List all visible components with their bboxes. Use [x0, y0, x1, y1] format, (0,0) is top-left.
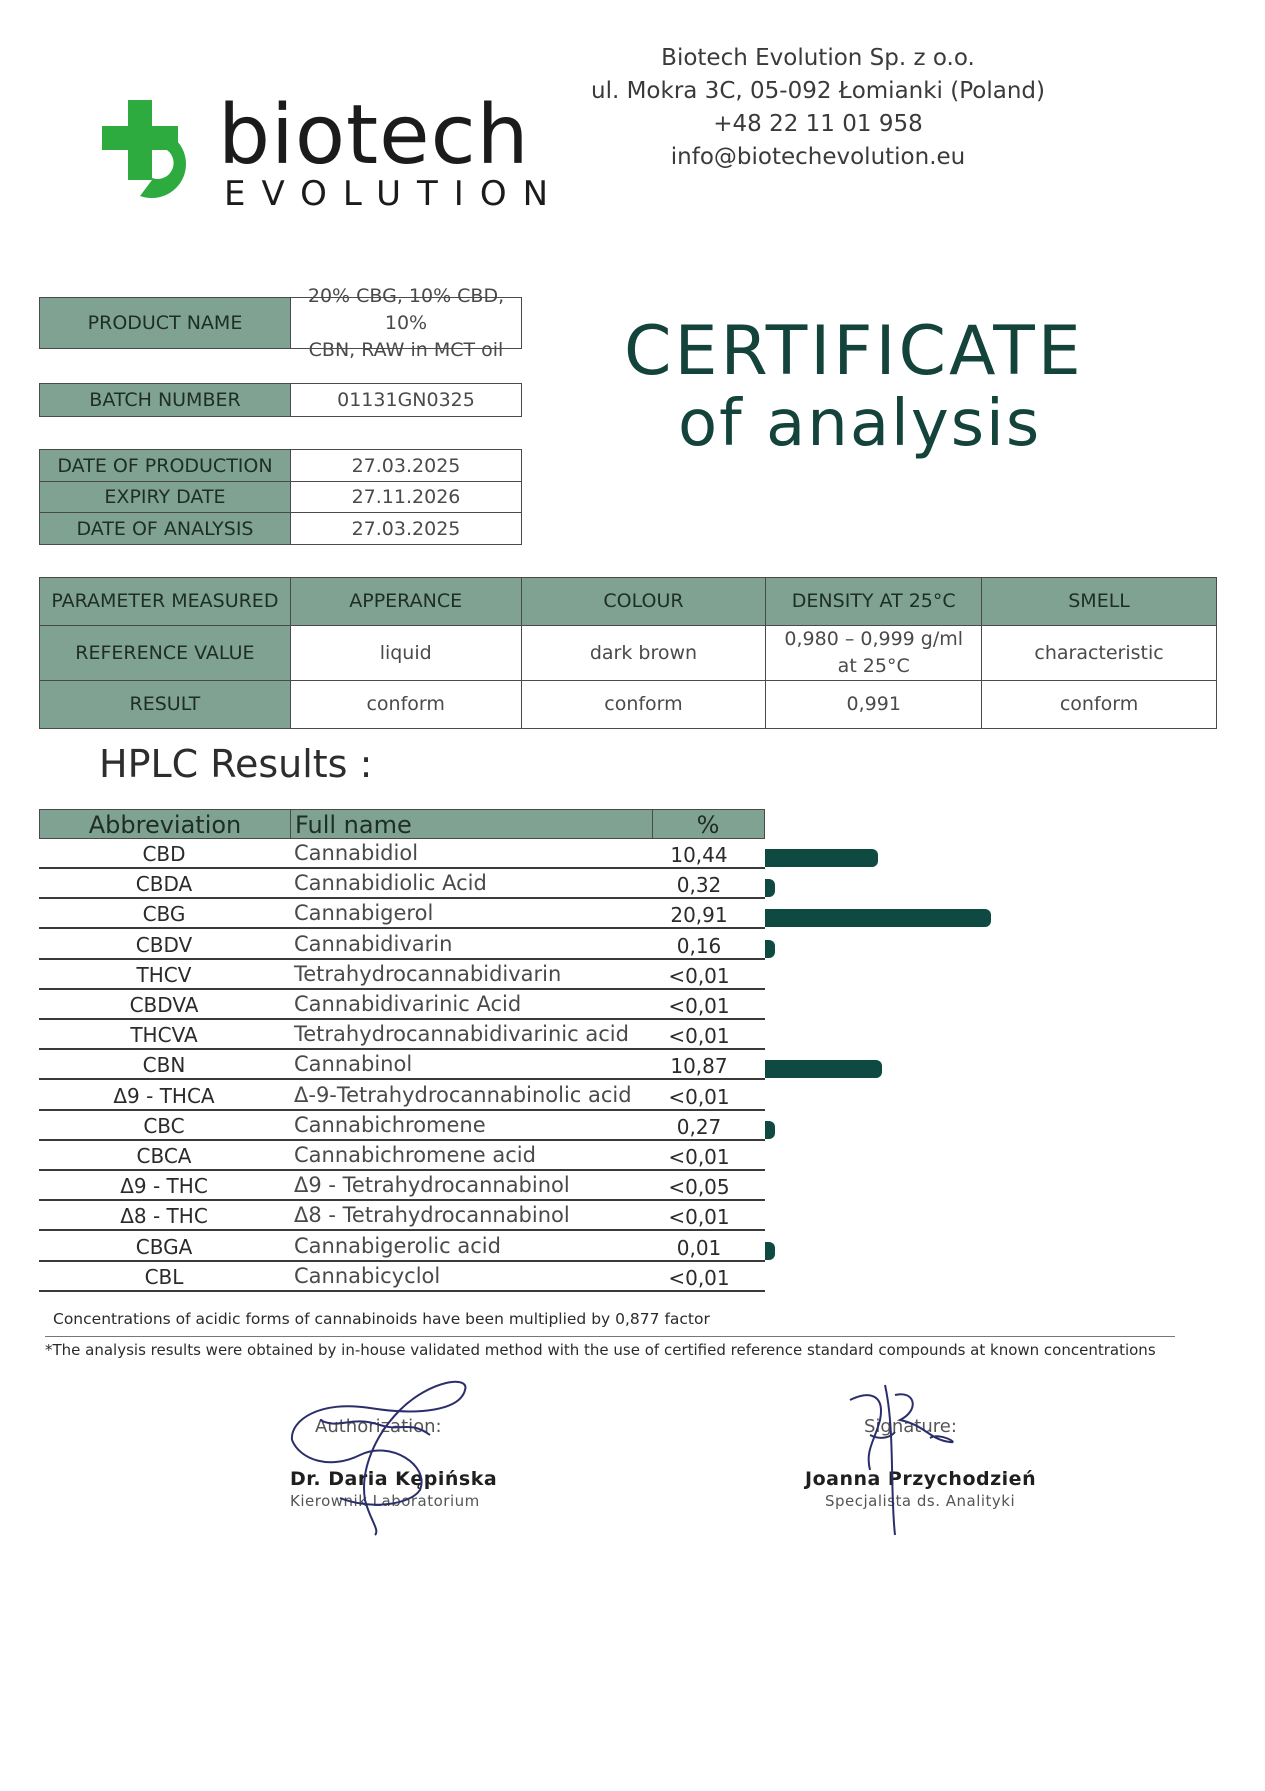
hplc-percentage: 0,32: [676, 873, 722, 898]
parameters-table: [39, 577, 1217, 729]
param-cell: 0,980 – 0,999 g/ml at 25°C: [766, 626, 982, 681]
hplc-abbreviation: CBC: [143, 1113, 185, 1138]
hplc-row: [39, 1111, 765, 1141]
company-phone: +48 22 11 01 958: [713, 111, 923, 137]
analysis-date-label: DATE OF ANALYSIS: [39, 512, 291, 545]
hplc-full-name: Δ8 - Tetrahydrocannabinol: [294, 1203, 570, 1228]
hplc-full-name: Cannabidivarinic Acid: [294, 992, 522, 1016]
hplc-abbreviation: Δ8 - THC: [120, 1204, 208, 1229]
hplc-abbreviation: THCVA: [130, 1023, 198, 1048]
specialist-role: Specjalista ds. Analityki: [825, 1492, 1016, 1510]
hplc-value-bar: [765, 909, 991, 927]
param-header-cell: COLOUR: [521, 578, 766, 626]
hplc-header-abbr: Abbreviation: [88, 811, 242, 839]
analysis-date-value: 27.03.2025: [290, 512, 522, 545]
hplc-percentage: 10,87: [670, 1054, 728, 1079]
hplc-full-name: Tetrahydrocannabidivarin: [294, 961, 562, 986]
signature-block: [800, 1380, 1050, 1540]
hplc-percentage: 0,16: [676, 933, 722, 958]
hplc-row: [39, 1141, 765, 1171]
logo-text: biotech: [218, 88, 530, 183]
hplc-abbreviation: CBDVA: [129, 993, 199, 1017]
authorizer-name: Dr. Daria Kępińska: [290, 1468, 498, 1490]
product-name-label: PRODUCT NAME: [39, 297, 291, 349]
parameters-reference-row: [40, 626, 1217, 681]
hplc-row: [39, 1262, 765, 1292]
logo-subtext: EVOLUTION: [224, 174, 565, 214]
hplc-row: [39, 930, 765, 960]
hplc-full-name: Cannabidiol: [294, 841, 419, 865]
expiry-date-value: 27.11.2026: [290, 481, 522, 513]
param-row-label: RESULT: [40, 681, 291, 729]
hplc-abbreviation: THCV: [136, 962, 192, 987]
param-cell: conform: [982, 681, 1217, 729]
authorization-block: [280, 1380, 530, 1540]
hplc-row: [39, 1232, 765, 1262]
production-date-value: 27.03.2025: [290, 449, 522, 482]
hplc-percentage: <0,01: [668, 1024, 730, 1049]
method-note: *The analysis results were obtained by in-house validated method with the use of certified reference standard compounds at known concentrations: [45, 1341, 1156, 1359]
param-header-cell: SMELL: [982, 578, 1217, 626]
hplc-row: [39, 1020, 765, 1050]
hplc-row: [39, 1050, 765, 1080]
hplc-row: [39, 839, 765, 869]
hplc-abbreviation: CBL: [144, 1264, 184, 1289]
hplc-abbreviation: CBDA: [135, 872, 193, 897]
hplc-percentage: <0,01: [668, 963, 730, 988]
hplc-row: [39, 899, 765, 929]
specialist-name: Joanna Przychodzień: [805, 1468, 1037, 1490]
hplc-header-name: Full name: [295, 811, 412, 839]
product-name-line1: 20% CBG, 10% CBD, 10%: [307, 284, 505, 334]
column-divider: [290, 810, 291, 838]
param-header-cell: DENSITY AT 25°C: [766, 578, 982, 626]
product-name-value: [290, 284, 522, 361]
hplc-row: [39, 960, 765, 990]
param-cell: 0,991: [766, 681, 982, 729]
hplc-percentage: <0,05: [668, 1175, 730, 1200]
hplc-percentage: <0,01: [668, 1265, 730, 1290]
hplc-row: [39, 990, 765, 1020]
hplc-full-name: Cannabidiolic Acid: [294, 871, 487, 896]
hplc-percentage: <0,01: [668, 1205, 730, 1230]
parameters-result-row: [40, 681, 1217, 729]
hplc-value-bar: [765, 1242, 775, 1260]
hplc-percentage: <0,01: [668, 1084, 730, 1109]
hplc-title: HPLC Results :: [99, 742, 373, 786]
hplc-full-name: Δ9 - Tetrahydrocannabinol: [294, 1173, 570, 1198]
authorizer-role: Kierownik Laboratorium: [290, 1492, 480, 1510]
param-cell: liquid: [290, 626, 521, 681]
hplc-full-name: Cannabinol: [294, 1052, 413, 1077]
parameters-header-row: [40, 578, 1217, 626]
hplc-row: [39, 1201, 765, 1231]
param-cell: conform: [521, 681, 766, 729]
hplc-abbreviation: CBDV: [135, 932, 193, 957]
batch-number-label: BATCH NUMBER: [39, 383, 291, 417]
param-header-cell: PARAMETER MEASURED: [40, 578, 291, 626]
hplc-full-name: Cannabigerol: [294, 901, 434, 926]
param-cell: dark brown: [521, 626, 766, 681]
company-address: ul. Mokra 3C, 05-092 Łomianki (Poland): [591, 78, 1045, 104]
param-cell: conform: [290, 681, 521, 729]
hplc-value-bar: [765, 849, 878, 867]
hplc-percentage: <0,01: [668, 994, 730, 1018]
product-name-line2: CBN, RAW in MCT oil: [308, 338, 504, 361]
company-contact: [568, 42, 1068, 174]
company-name: Biotech Evolution Sp. z o.o.: [661, 45, 975, 71]
hplc-full-name: Tetrahydrocannabidivarinic acid: [294, 1022, 629, 1047]
hplc-abbreviation: CBN: [142, 1053, 186, 1078]
hplc-value-bar: [765, 879, 775, 897]
hplc-percentage: 0,27: [676, 1114, 722, 1139]
acid-factor-note: Concentrations of acidic forms of cannabinoids have been multiplied by 0,877 factor: [53, 1310, 710, 1328]
batch-number-value: 01131GN0325: [290, 383, 522, 417]
param-header-cell: APPERANCE: [290, 578, 521, 626]
hplc-value-bar: [765, 1060, 882, 1078]
hplc-header-row: [39, 809, 765, 839]
param-row-label: REFERENCE VALUE: [40, 626, 291, 681]
certificate-subtitle: of analysis: [678, 387, 1042, 461]
production-date-label: DATE OF PRODUCTION: [39, 449, 291, 482]
hplc-full-name: Cannabichromene: [294, 1112, 486, 1137]
biotech-logo-icon: [100, 100, 220, 218]
authorization-label: Authorization:: [315, 1416, 442, 1437]
company-logo: [100, 88, 565, 215]
hplc-value-bar: [765, 940, 775, 958]
hplc-percentage: 20,91: [670, 903, 728, 928]
hplc-full-name: Cannabichromene acid: [294, 1143, 536, 1167]
hplc-percentage: <0,01: [668, 1145, 730, 1169]
hplc-abbreviation: CBCA: [136, 1144, 192, 1168]
hplc-abbreviation: Δ9 - THC: [120, 1174, 208, 1199]
signature-label: Signature:: [864, 1416, 957, 1437]
hplc-full-name: Δ-9-Tetrahydrocannabinolic acid: [294, 1082, 632, 1107]
company-email[interactable]: info@biotechevolution.eu: [670, 144, 966, 170]
hplc-abbreviation: CBD: [142, 842, 186, 866]
hplc-value-bar: [765, 1121, 775, 1139]
expiry-date-label: EXPIRY DATE: [39, 481, 291, 513]
certificate-title: CERTIFICATE: [624, 312, 1084, 391]
handwritten-signature-right: [840, 1380, 1000, 1540]
handwritten-signature-left: [280, 1380, 480, 1540]
hplc-abbreviation: CBGA: [135, 1234, 193, 1259]
hplc-full-name: Cannabicyclol: [294, 1263, 441, 1288]
hplc-full-name: Cannabidivarin: [294, 931, 453, 956]
hplc-row: [39, 1171, 765, 1201]
hplc-abbreviation: Δ9 - THCA: [113, 1083, 215, 1108]
hplc-row: [39, 1081, 765, 1111]
param-cell: characteristic: [982, 626, 1217, 681]
hplc-full-name: Cannabigerolic acid: [294, 1233, 501, 1258]
hplc-percentage: 0,01: [676, 1235, 722, 1260]
divider: [45, 1336, 1175, 1337]
hplc-abbreviation: CBG: [142, 902, 186, 927]
hplc-header-pct: %: [696, 811, 720, 839]
hplc-row: [39, 869, 765, 899]
hplc-percentage: 10,44: [670, 843, 728, 867]
